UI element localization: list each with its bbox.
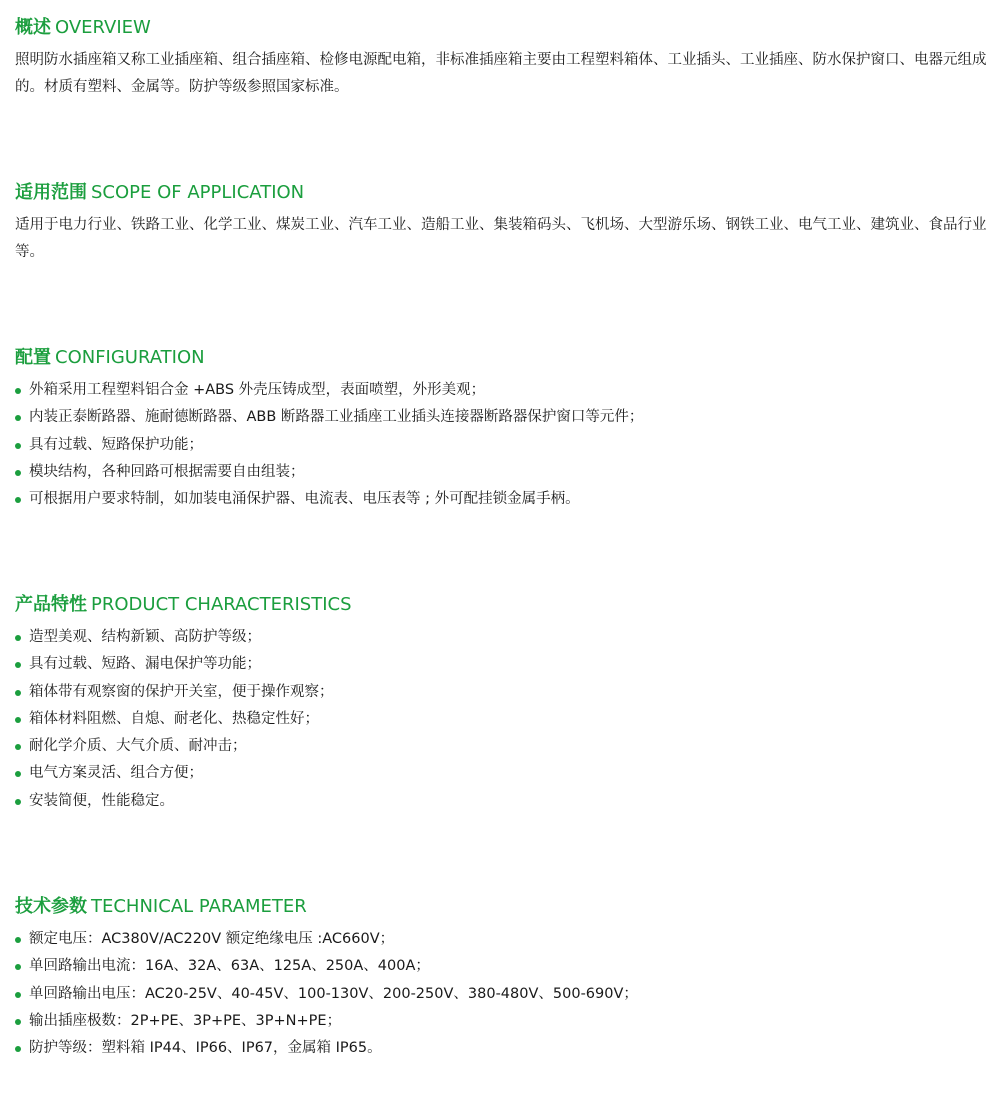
list-item-text: 耐化学介质、大气介质、耐冲击； — [29, 738, 247, 755]
bullet-dot-icon — [15, 662, 21, 668]
list-item — [15, 404, 990, 431]
list-item-text: 防护等级：塑料箱 IP44、IP66、IP67，金属箱 IP65。 — [29, 1040, 382, 1057]
bullet-dot-icon — [15, 470, 21, 476]
parameters-title-en: TECHNICAL PARAMETER — [91, 896, 307, 917]
overview-text: 照明防水插座箱又称工业插座箱、组合插座箱、检修电源配电箱，非标准插座箱主要由工程塑料箱体、工业插头、工业插座、防水保护窗口、电器元组成的。材质有塑料、金属等。防护等级参照国家标准。 — [15, 52, 987, 95]
scope-title-en: SCOPE OF APPLICATION — [91, 182, 305, 203]
characteristics-title — [15, 592, 990, 618]
list-item — [15, 377, 990, 404]
parameters-title — [15, 894, 990, 920]
bullet-dot-icon — [15, 1046, 21, 1052]
list-item — [15, 926, 990, 953]
list-item — [15, 1035, 990, 1062]
list-item-text: 单回路输出电流：16A、32A、63A、125A、250A、400A； — [29, 958, 430, 975]
characteristics-title-cn: 产品特性 — [15, 594, 87, 615]
overview-title-en: OVERVIEW — [55, 17, 151, 38]
list-item — [15, 624, 990, 651]
bullet-dot-icon — [15, 690, 21, 696]
list-item — [15, 788, 990, 815]
list-item-text: 单回路输出电压：AC20-25V、40-45V、100-130V、200-250V、380-480V、500-690V； — [29, 985, 638, 1002]
bullet-dot-icon — [15, 415, 21, 421]
scope-title — [15, 180, 990, 206]
parameters-section — [15, 894, 990, 1062]
list-item-text: 可根据用户要求特制，如加装电涌保护器、电流表、电压表等 ; 外可配挂锁金属手柄。 — [29, 491, 580, 508]
list-item — [15, 459, 990, 486]
parameters-title-cn: 技术参数 — [15, 896, 87, 917]
list-item — [15, 1008, 990, 1035]
scope-section — [15, 180, 990, 266]
bullet-dot-icon — [15, 771, 21, 777]
list-item-text: 额定电压：AC380V/AC220V 额定绝缘电压 :AC660V； — [29, 931, 395, 947]
overview-title — [15, 15, 990, 41]
list-item-text: 外箱采用工程塑料铝合金 +ABS 外壳压铸成型，表面喷塑，外形美观； — [29, 382, 486, 398]
configuration-title-cn: 配置 — [15, 347, 51, 368]
characteristics-section — [15, 592, 990, 815]
list-item — [15, 651, 990, 678]
configuration-list — [15, 377, 990, 513]
characteristics-title-en: PRODUCT CHARACTERISTICS — [91, 594, 352, 615]
list-item-text: 模块结构，各种回路可根据需要自由组装； — [29, 463, 305, 480]
list-item-text: 造型美观、结构新颖、高防护等级； — [29, 629, 261, 645]
list-item — [15, 486, 990, 513]
bullet-dot-icon — [15, 1019, 21, 1025]
bullet-dot-icon — [15, 443, 21, 449]
scope-text: 适用于电力行业、铁路工业、化学工业、煤炭工业、汽车工业、造船工业、集装箱码头、飞机场、大型游乐场、钢铁工业、电气工业、建筑业、食品行业等。 — [15, 217, 987, 260]
configuration-title — [15, 345, 990, 371]
list-item-text: 具有过载、短路、漏电保护等功能； — [29, 656, 261, 673]
list-item — [15, 981, 990, 1008]
parameters-list — [15, 926, 990, 1062]
list-item-text: 箱体材料阻燃、自熄、耐老化、热稳定性好； — [29, 710, 319, 727]
list-item — [15, 760, 990, 787]
bullet-dot-icon — [15, 744, 21, 750]
list-item-text: 具有过载、短路保护功能； — [29, 436, 203, 453]
bullet-dot-icon — [15, 992, 21, 998]
bullet-dot-icon — [15, 799, 21, 805]
list-item — [15, 953, 990, 980]
overview-title-cn: 概述 — [15, 17, 51, 38]
list-item — [15, 679, 990, 706]
characteristics-list — [15, 624, 990, 815]
configuration-section — [15, 345, 990, 513]
list-item-text: 内装正泰断路器、施耐德断路器、ABB 断路器工业插座工业插头连接器断路器保护窗口等元件； — [29, 409, 644, 426]
list-item — [15, 706, 990, 733]
bullet-dot-icon — [15, 497, 21, 503]
list-item-text: 安装简便，性能稳定。 — [29, 792, 174, 809]
bullet-dot-icon — [15, 717, 21, 723]
list-item-text: 电气方案灵活、组合方便； — [29, 765, 203, 782]
list-item-text: 箱体带有观察窗的保护开关室，便于操作观察； — [29, 683, 334, 700]
list-item — [15, 733, 990, 760]
bullet-dot-icon — [15, 635, 21, 641]
scope-title-cn: 适用范围 — [15, 182, 87, 203]
list-item-text: 输出插座极数：2P+PE、3P+PE、3P+N+PE； — [29, 1012, 342, 1029]
overview-section — [15, 15, 990, 101]
list-item — [15, 432, 990, 459]
bullet-dot-icon — [15, 964, 21, 970]
bullet-dot-icon — [15, 388, 21, 394]
bullet-dot-icon — [15, 937, 21, 943]
configuration-title-en: CONFIGURATION — [55, 347, 205, 368]
